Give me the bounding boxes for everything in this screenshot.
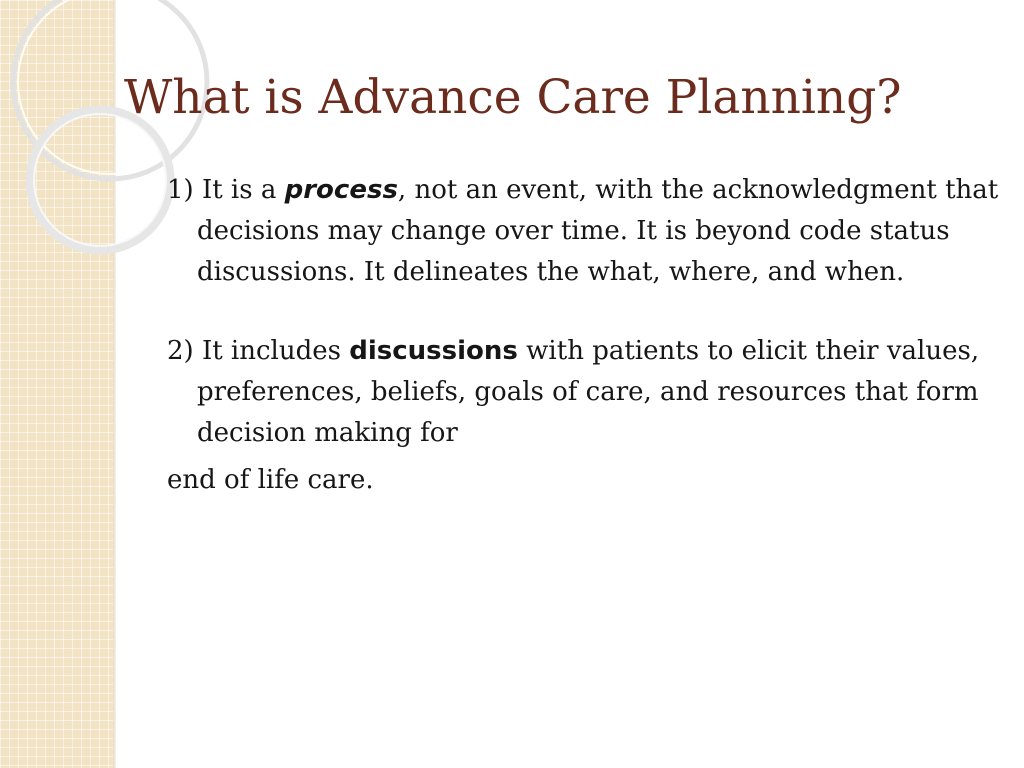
point-2-prefix: 2) It includes (167, 336, 350, 366)
point-1-prefix: 1) It is a (167, 175, 285, 205)
point-2-last-line: end of life care. (167, 465, 374, 495)
point-1-text: , not an event, with the acknowledgment that decisions may change over time. It is beyond code status discussions. It delineates the what, where, and when. (197, 175, 999, 287)
point-1-keyword: process (284, 175, 398, 205)
point-1 (167, 170, 1007, 293)
slide-title: What is Advance Care Planning? (124, 70, 902, 125)
point-2-keyword: discussions (349, 336, 518, 366)
slide-body (167, 170, 1007, 501)
decorative-rings (0, 0, 130, 260)
point-2 (167, 331, 1007, 501)
point-2-text: with patients to elicit their values, preferences, beliefs, goals of care, and resources that form decision making for (197, 336, 980, 448)
